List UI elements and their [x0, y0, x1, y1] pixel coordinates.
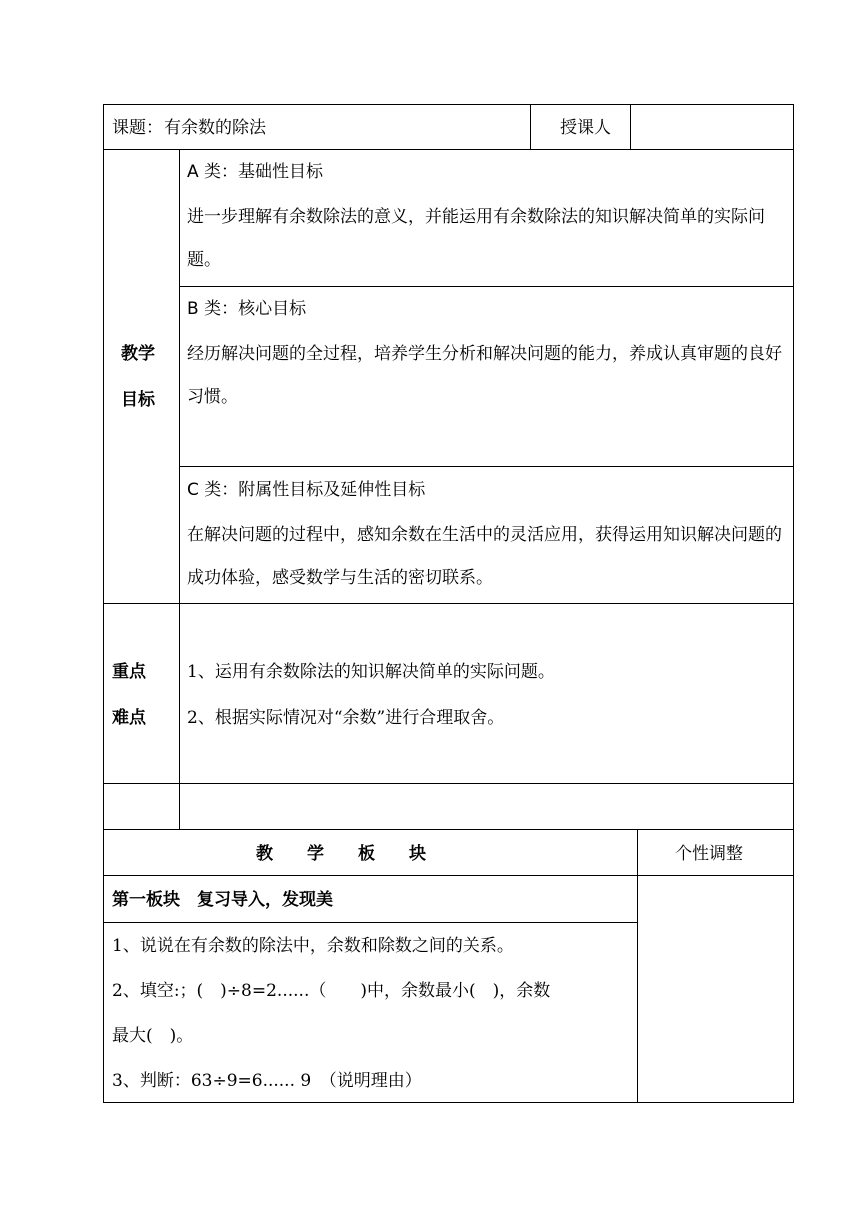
row-divider-section [103, 922, 637, 923]
board-header: 教 学 板 块 [256, 844, 426, 864]
col-divider-title [530, 104, 531, 149]
col-divider-label [179, 149, 180, 829]
objective-a-heading: A 类：基础性目标 [187, 162, 324, 182]
row-divider-objectives [103, 603, 794, 604]
keypoints-item-1: 1、运用有余数除法的知识解决简单的实际问题。 [187, 662, 555, 682]
personal-adjustment-header: 个性调整 [675, 844, 743, 864]
title-value: 有余数的除法 [164, 118, 266, 138]
row-divider-board-header [103, 875, 794, 876]
teacher-label: 授课人 [560, 118, 611, 138]
row-divider-keypoints [103, 783, 794, 784]
col-divider-teacher [630, 104, 631, 149]
keypoints-item-2: 2、根据实际情况对“余数”进行合理取舍。 [187, 708, 505, 728]
keypoints-label-2: 难点 [112, 708, 146, 728]
objective-b-text: 经历解决问题的全过程，培养学生分析和解决问题的能力，养成认真审题的良好习惯。 [187, 344, 782, 407]
row-divider-empty [103, 829, 794, 830]
section-title: 第一板块 复习导入，发现美 [112, 890, 333, 910]
objectives-label-2: 目标 [121, 390, 155, 410]
objectives-label-1: 教学 [121, 344, 155, 364]
board-line-1: 1、说说在有余数的除法中，余数和除数之间的关系。 [112, 936, 514, 956]
row-divider-b [179, 466, 794, 467]
objective-c-heading: C 类：附属性目标及延伸性目标 [187, 480, 426, 500]
board-line-2: 2、填空:；( )÷8=2......（ )中，余数最小( )，余数 [112, 981, 551, 1001]
title-label: 课题： [112, 118, 163, 138]
objective-a-text: 进一步理解有余数除法的意义，并能运用有余数除法的知识解决简单的实际问题。 [187, 207, 765, 270]
objective-c-text: 在解决问题的过程中，感知余数在生活中的灵活应用，获得运用知识解决问题的成功体验，感受数学与生活的密切联系。 [187, 525, 782, 588]
col-divider-personal [637, 829, 638, 1103]
board-line-3: 最大( )。 [112, 1026, 194, 1046]
row-divider-header [103, 149, 794, 150]
board-line-4: 3、判断：63÷9=6...... 9 （说明理由） [112, 1071, 422, 1091]
row-divider-a [179, 286, 794, 287]
objective-b-heading: B 类：核心目标 [187, 299, 307, 319]
keypoints-label-1: 重点 [112, 662, 146, 682]
